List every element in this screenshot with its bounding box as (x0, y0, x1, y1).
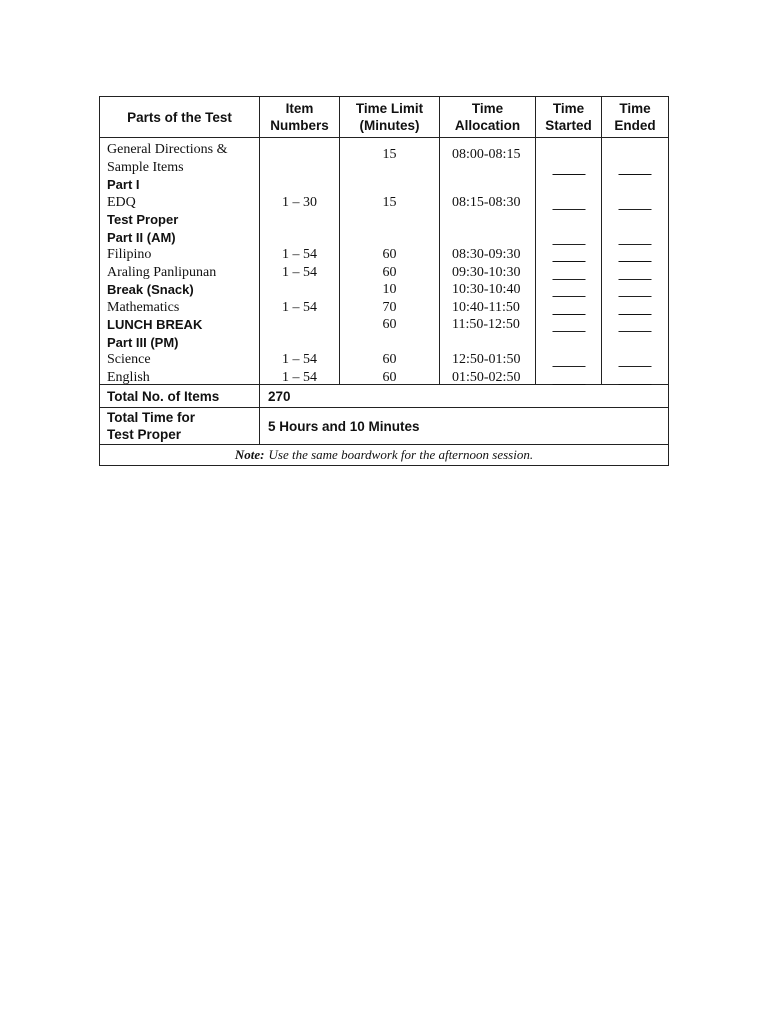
row-items: 1 – 54 (282, 299, 317, 315)
row-part-label: Part I (107, 177, 140, 192)
row-alloc: 08:15-08:30 (452, 194, 521, 210)
row-items: 1 – 54 (282, 247, 317, 262)
note-row (100, 445, 668, 465)
header-parts: Parts of the Test (100, 97, 260, 137)
row-alloc: 09:30-10:30 (452, 264, 521, 280)
column-parts (100, 138, 260, 384)
column-ended (602, 138, 668, 384)
row-alloc: 01:50-02:50 (452, 369, 521, 385)
row-limit: 60 (382, 352, 397, 367)
header-time-started: Time Started (536, 97, 602, 137)
total-time-value: 5 Hours and 10 Minutes (268, 418, 420, 434)
blank-line-started (552, 296, 585, 297)
column-items (260, 138, 340, 384)
blank-line-ended (619, 244, 652, 245)
blank-line-started (552, 366, 585, 367)
blank-line-ended (619, 261, 652, 262)
blank-line-ended (619, 331, 652, 332)
row-part-label: Science (107, 352, 151, 367)
row-alloc: 08:30-09:30 (452, 247, 521, 262)
column-started (536, 138, 602, 384)
row-part-label: Part III (PM) (107, 334, 179, 350)
blank-line-started (552, 331, 585, 332)
blank-line-started (552, 174, 585, 175)
blank-line-ended (619, 296, 652, 297)
row-limit: 60 (382, 264, 397, 280)
blank-line-started (552, 261, 585, 262)
blank-line-started (552, 244, 585, 245)
header-time-ended: Time Ended (614, 101, 656, 133)
row-part-label: EDQ (107, 194, 136, 210)
row-limit: 10 (382, 282, 397, 297)
row-part-label: Part II (AM) (107, 229, 176, 245)
blank-line-ended (619, 279, 652, 280)
row-limit: 60 (382, 369, 397, 385)
row-part-label: Araling Panlipunan (107, 264, 217, 280)
test-schedule-table (99, 96, 669, 466)
row-items: 1 – 54 (282, 352, 317, 367)
row-alloc: 10:30-10:40 (452, 282, 521, 297)
row-limit: 70 (382, 299, 397, 315)
row-limit: 15 (382, 194, 397, 210)
blank-line-ended (619, 384, 652, 385)
column-limit (340, 138, 440, 384)
total-time-row (100, 408, 668, 445)
blank-line-started (552, 384, 585, 385)
row-part-label: Sample Items (107, 159, 184, 175)
header-time-limit: Time Limit (Minutes) (340, 97, 440, 137)
table-header (100, 97, 668, 138)
total-items-label: Total No. of Items (100, 385, 260, 407)
row-items: 1 – 54 (282, 264, 317, 280)
total-time-label (100, 408, 260, 444)
blank-line-started (552, 279, 585, 280)
row-part-label: General Directions & (107, 142, 228, 157)
total-items-value: 270 (268, 388, 291, 404)
table-body (100, 138, 668, 385)
blank-line-started (552, 209, 585, 210)
row-part-label: LUNCH BREAK (107, 317, 203, 332)
blank-line-started (552, 314, 585, 315)
blank-line-ended (619, 366, 652, 367)
header-time-allocation: Time Allocation (440, 97, 536, 137)
total-time-label-line2: Test Proper (107, 427, 182, 442)
row-part-label: English (107, 369, 150, 385)
header-item-numbers: Item Numbers (260, 97, 340, 137)
row-alloc: 12:50-01:50 (452, 352, 521, 367)
row-part-label: Break (Snack) (107, 282, 194, 297)
row-alloc: 10:40-11:50 (452, 299, 520, 315)
note-text: Use the same boardwork for the afternoon session. (268, 447, 534, 462)
row-part-label: Filipino (107, 247, 152, 262)
total-time-label-line1: Total Time for (107, 410, 196, 425)
row-items: 1 – 54 (282, 369, 317, 385)
row-items: 1 – 30 (282, 194, 317, 210)
general-limit: 15 (382, 147, 397, 162)
total-items-row (100, 385, 668, 408)
row-part-label: Test Proper (107, 212, 179, 227)
blank-line-ended (619, 174, 652, 175)
general-alloc: 08:00-08:15 (452, 147, 521, 162)
column-allocation (440, 138, 536, 384)
note-label: Note: (234, 447, 265, 462)
blank-line-ended (619, 209, 652, 210)
row-alloc: 11:50-12:50 (452, 317, 520, 332)
row-limit: 60 (382, 247, 397, 262)
row-part-label: Mathematics (107, 299, 180, 315)
blank-line-ended (619, 314, 652, 315)
row-limit: 60 (382, 317, 397, 332)
